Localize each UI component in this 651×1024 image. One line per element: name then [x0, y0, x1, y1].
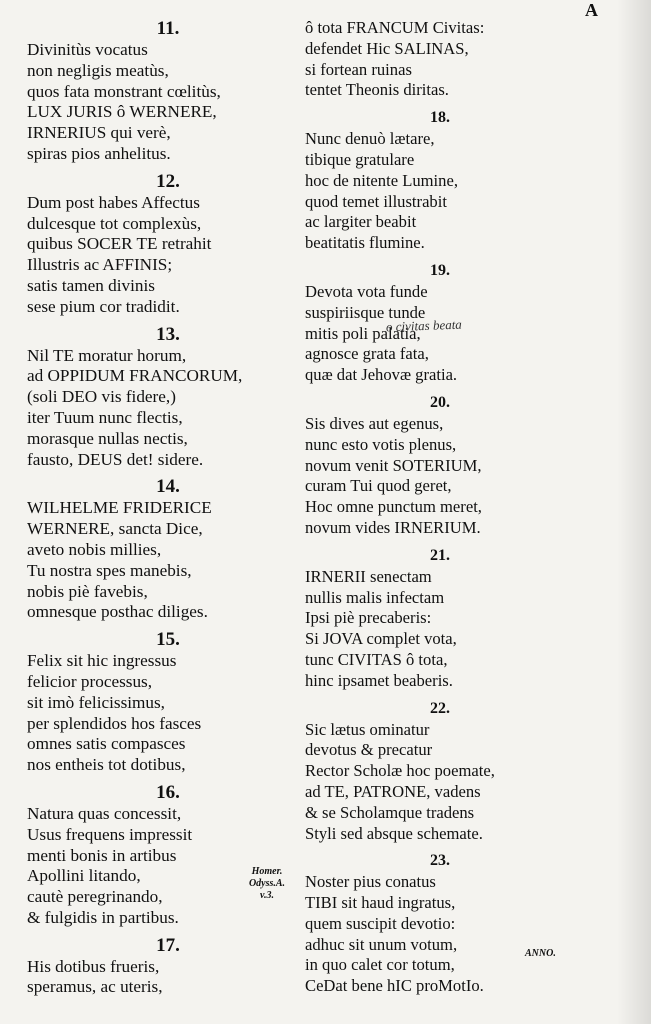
verse-line: quem suscipit devotio:: [305, 913, 456, 933]
verse-line: Ipsi piè precaberis:: [305, 608, 432, 628]
verse-line: sit imò felicissimus,: [27, 692, 165, 712]
verse-line: menti bonis in artibus: [27, 845, 177, 865]
stanza: [305, 392, 535, 539]
verse-line: novum vides IRNERIUM.: [305, 517, 481, 537]
right-column: [305, 18, 535, 997]
stanza-number: 20.: [430, 393, 450, 411]
verse-line: Natura quas concessit,: [27, 803, 182, 823]
verse-line: mitis poli palatia,: [305, 323, 421, 343]
stanza-number: 23.: [430, 852, 450, 870]
verse-line: nobis piè favebis,: [27, 581, 148, 601]
verse-line: (soli DEO vis fidere,): [27, 387, 176, 407]
verse-line: CeDat bene hIC proMotIo.: [305, 976, 484, 996]
verse-line: omnes satis compasces: [27, 734, 186, 754]
verse-line: Hoc omne punctum meret,: [305, 497, 482, 517]
marginal-note-line: Odyss.A.: [248, 878, 286, 889]
verse-line: sese pium cor tradidit.: [27, 296, 180, 316]
stanza: [27, 629, 289, 776]
stanza-number: 18.: [430, 109, 450, 127]
verse-line: satis tamen divinis: [27, 275, 155, 295]
verse-line: Styli sed absque schemate.: [305, 823, 483, 843]
verse-line: agnosce grata fata,: [305, 344, 429, 364]
verse-line: tibique gratulare: [305, 149, 415, 169]
stanza: [305, 850, 535, 997]
verse-line: & se Scholamque tradens: [305, 802, 475, 822]
verse-line: IRNERII senectam: [305, 566, 432, 586]
verse-line: aveto nobis millies,: [27, 539, 162, 559]
handwritten-annotation: o civitas beata: [385, 316, 463, 335]
stanza: [27, 782, 289, 929]
verse-line: Usus frequens impressit: [27, 824, 193, 844]
verse-line: morasque nullas nectis,: [27, 428, 188, 448]
stanza: [305, 698, 535, 845]
stanza-number: 16.: [156, 781, 180, 803]
verse-line: omnesque posthac diliges.: [27, 602, 208, 622]
verse-line: Sic lætus ominatur: [305, 719, 430, 739]
verse-line: devotus & precatur: [305, 740, 433, 760]
verse-line: Devota vota funde: [305, 281, 428, 301]
verse-line: ac largiter beabit: [305, 212, 417, 232]
verse-line: cautè peregrinando,: [27, 887, 163, 907]
stanza: [305, 18, 535, 101]
verse-line: TIBI sit haud ingratus,: [305, 893, 456, 913]
signature-mark: A: [585, 0, 598, 20]
verse-line: spiras pios anhelitus.: [27, 143, 171, 163]
verse-line: quibus SOCER TE retrahit: [27, 234, 212, 254]
verse-line: novum venit SOTERIUM,: [305, 455, 482, 475]
verse-line: felicior processus,: [27, 671, 153, 691]
verse-line: nullis malis infectam: [305, 587, 445, 607]
verse-line: WERNERE, sancta Dice,: [27, 519, 203, 539]
verse-line: Apollini litando,: [27, 866, 141, 886]
stanza-number: 22.: [430, 699, 450, 717]
verse-line: IRNERIUS qui verè,: [27, 123, 171, 143]
stanza: [305, 107, 535, 254]
verse-line: His dotibus frueris,: [27, 956, 160, 976]
verse-line: Nunc denuò lætare,: [305, 129, 435, 149]
verse-line: fausto, DEUS det! sidere.: [27, 449, 204, 469]
verse-line: Illustris ac AFFINIS;: [27, 255, 173, 275]
stanza-number: 21.: [430, 546, 450, 564]
verse-line: Nil TE moratur horum,: [27, 345, 187, 365]
stanza: [27, 171, 289, 318]
verse-line: tentet Theonis diritas.: [305, 80, 449, 100]
stanza-number: 13.: [156, 323, 180, 345]
catchword: ANNO.: [525, 948, 556, 959]
marginal-note: [242, 866, 292, 902]
verse-line: hinc ipsamet beaberis.: [305, 670, 453, 690]
verse-line: in quo calet cor totum,: [305, 955, 455, 975]
verse-line: iter Tuum nunc flectis,: [27, 407, 183, 427]
verse-line: curam Tui quod geret,: [305, 476, 452, 496]
verse-line: non negligis meatùs,: [27, 60, 169, 80]
verse-line: Sis dives aut egenus,: [305, 413, 444, 433]
stanza-number: 11.: [156, 18, 180, 39]
stanza: [305, 545, 535, 692]
verse-line: Felix sit hic ingressus: [27, 651, 177, 671]
verse-line: WILHELME FRIDERICE: [27, 498, 212, 518]
stanza-number: 12.: [156, 170, 180, 192]
verse-line: per splendidos hos fasces: [27, 713, 202, 733]
verse-line: nunc esto votis plenus,: [305, 434, 457, 454]
verse-line: & fulgidis in partibus.: [27, 907, 179, 927]
verse-line: Rector Scholæ hoc poemate,: [305, 761, 495, 781]
verse-line: adhuc sit unum votum,: [305, 934, 458, 954]
verse-line: defendet Hic SALINAS,: [305, 38, 469, 58]
verse-line: ad TE, PATRONE, vadens: [305, 781, 481, 801]
verse-line: Dum post habes Affectus: [27, 192, 200, 212]
marginal-note-line: Homer.: [251, 866, 283, 877]
stanza: [27, 935, 289, 999]
stanza-number: 14.: [156, 476, 180, 498]
left-column: [27, 18, 289, 998]
verse-line: nos entheis tot dotibus,: [27, 755, 186, 775]
verse-line: Si JOVA complet vota,: [305, 629, 457, 649]
verse-line: tunc CIVITAS ô tota,: [305, 649, 448, 669]
verse-line: LUX JURIS ô WERNERE,: [27, 102, 217, 122]
stanza: [27, 476, 289, 623]
verse-line: quæ dat Jehovæ gratia.: [305, 365, 458, 385]
verse-line: quos fata monstrant cœlitùs,: [27, 81, 221, 101]
stanza-number: 15.: [156, 629, 180, 651]
stanza-number: 19.: [430, 261, 450, 279]
verse-line: suspiriisque tunde: [305, 302, 426, 322]
verse-line: ad OPPIDUM FRANCORUM,: [27, 366, 243, 386]
marginal-note-line: v.3.: [259, 890, 275, 901]
verse-line: speramus, ac uteris,: [27, 977, 163, 997]
stanza-number: 17.: [156, 934, 180, 956]
verse-line: dulcesque tot complexùs,: [27, 213, 202, 233]
verse-line: Tu nostra spes manebis,: [27, 560, 192, 580]
verse-line: si fortean ruinas: [305, 59, 412, 79]
stanza: [27, 324, 289, 471]
verse-line: quod temet illustrabit: [305, 191, 447, 211]
stanza: [27, 18, 289, 165]
verse-line: hoc de nitente Lumine,: [305, 170, 458, 190]
verse-line: beatitatis flumine.: [305, 233, 425, 253]
verse-line: Noster pius conatus: [305, 872, 436, 892]
verse-line: ô tota FRANCUM Civitas:: [305, 18, 485, 37]
verse-line: Divinitùs vocatus: [27, 40, 148, 59]
